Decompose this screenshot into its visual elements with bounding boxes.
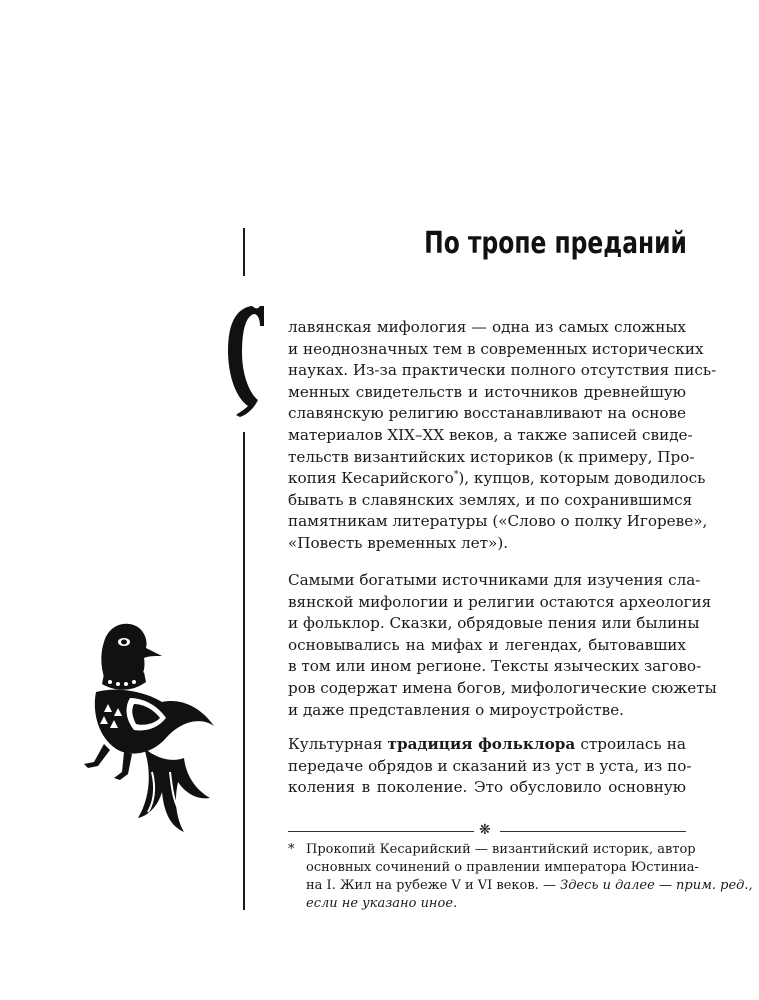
footnote — [288, 841, 753, 913]
floral-ornament-icon: ❋ — [479, 822, 491, 838]
footnote-line: основных сочинений о правлении императора Юстиниа- — [306, 860, 699, 875]
text-line — [288, 734, 686, 756]
text-fragment: на I. Жил на рубеже V и VI веков. — — [306, 878, 561, 893]
divider-rule-left — [288, 831, 474, 832]
italic-note: Здесь и далее — прим. ред., — [560, 878, 753, 893]
bold-term: традиция фольклора — [387, 735, 576, 753]
text-line: «Повесть временных лет»). — [288, 533, 509, 552]
text-line: вянской мифологии и религии остаются археология — [288, 592, 712, 611]
drop-cap-letter — [222, 302, 266, 418]
text-line: тельств византийских историков (к примеру, Про- — [288, 447, 695, 466]
text-line: лавянская мифология — одна из самых сложных — [288, 318, 686, 336]
footnote-marker[interactable]: * — [453, 470, 459, 481]
italic-note: если не указано иное. — [306, 896, 458, 911]
footnote-star: * — [288, 842, 295, 857]
divider-rule-right — [500, 831, 686, 832]
text-line: в том или ином регионе. Тексты языческих загово- — [288, 657, 702, 676]
footnote-divider — [288, 822, 686, 838]
text-line: славянскую религию восстанавливают на основе — [288, 404, 686, 423]
text-line: науках. Из-за практически полного отсутствия пись- — [288, 361, 717, 380]
text-line: материалов XIX–XX веков, а также записей свиде- — [288, 425, 693, 444]
text-fragment: копия Кесарийского — [288, 469, 454, 488]
text-line: памятникам литературы («Слово о полку Игореве», — [288, 512, 708, 531]
text-line: основывались на мифах и легендах, бытовавших — [288, 635, 686, 654]
text-line: Самыми богатыми источниками для изучения сла- — [288, 571, 701, 589]
footnote-line — [288, 895, 686, 913]
footnote-line — [288, 841, 696, 859]
text-line: менных свидетельств и источников древнейшую — [288, 382, 686, 401]
paragraph-2 — [288, 570, 717, 721]
text-fragment: Прокопий Кесарийский — византийский историк, автор — [306, 842, 696, 857]
text-line: бывать в славянских землях, и по сохранившимся — [288, 490, 693, 509]
text-fragment: Культурная — [288, 735, 388, 753]
title-vertical-rule — [243, 228, 245, 276]
margin-vertical-rule — [243, 432, 245, 910]
text-line: и фольклор. Сказки, обрядовые пения или былины — [288, 614, 700, 633]
paragraph-1 — [288, 317, 717, 555]
text-fragment: строилась на — [575, 735, 686, 753]
text-line: ров содержат имена богов, мифологические сюжеты — [288, 678, 717, 697]
text-line: коления в поколение. Это обусловило основную — [288, 778, 686, 797]
text-line: передаче обрядов и сказаний из уст в уста, из по- — [288, 756, 692, 775]
text-line: и даже представления о мироустройстве. — [288, 700, 625, 719]
footnote-line — [288, 877, 753, 895]
paragraph-3 — [288, 734, 692, 799]
text-line — [288, 468, 706, 490]
folk-bird-illustration — [74, 612, 224, 844]
text-fragment: ), купцов, которым доводилось — [458, 469, 706, 488]
chapter-title: По тропе преданий — [424, 226, 687, 261]
text-line: и неоднозначных тем в современных исторических — [288, 339, 704, 358]
